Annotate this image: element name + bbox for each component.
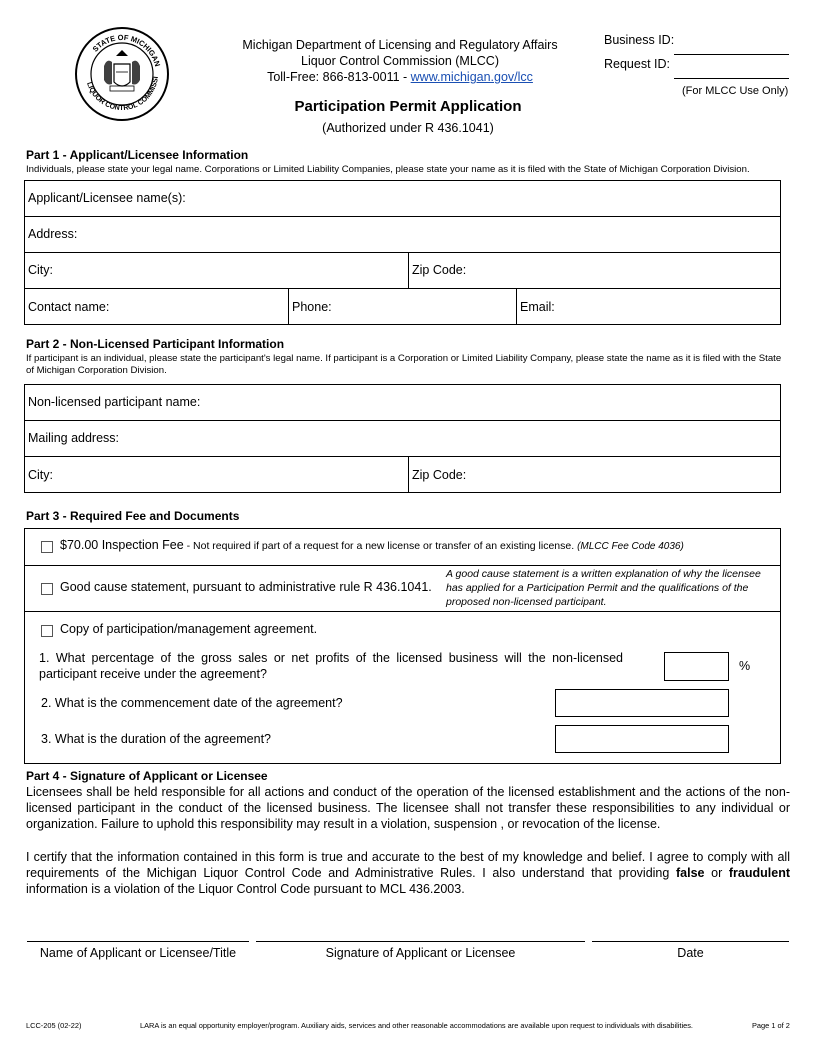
commencement-date-input[interactable]: [555, 689, 729, 717]
applicant-name-field[interactable]: [24, 180, 781, 216]
certification-text-1: I certify that the information contained in this form is true and accurate to the best of my knowledge and belief. I agree to comply with all requirements of the Michigan Liquor Control Code and Administrative Rules. I also understand that providing: [26, 850, 790, 880]
participant-name-field[interactable]: [24, 384, 781, 420]
business-id-field[interactable]: [674, 53, 789, 55]
participant-zip-label: Zip Code:: [412, 467, 467, 482]
fee-code: (MLCC Fee Code 4036): [577, 541, 684, 552]
contact-name-label: Contact name:: [28, 299, 110, 314]
percentage-input[interactable]: [664, 652, 729, 681]
part3-heading: Part 3 - Required Fee and Documents: [26, 509, 240, 523]
request-id-label: Request ID:: [604, 57, 671, 71]
participant-zip-field[interactable]: [408, 456, 781, 493]
part2-instructions: If participant is an individual, please state the participant's legal name. If participant is a Corporation or Limited Liability Company, please state the name as it is filed with the State of Michigan Corporation Division.: [26, 353, 782, 376]
zip-label: Zip Code:: [412, 263, 467, 277]
inspection-fee-checkbox[interactable]: [41, 541, 53, 553]
part2-heading: Part 2 - Non-Licensed Participant Information: [26, 337, 285, 351]
agreement-copy-checkbox[interactable]: [41, 625, 53, 637]
svg-text:STATE OF MICHIGAN: STATE OF MICHIGAN: [90, 32, 163, 68]
tollfree-number: Toll-Free: 866-813-0011 -: [267, 70, 411, 84]
participant-city-field[interactable]: [24, 456, 408, 493]
fraudulent-word: fraudulent: [728, 866, 790, 880]
page-number: Page 1 of 2: [752, 1021, 790, 1030]
form-title: Participation Permit Application: [294, 98, 522, 115]
inspection-fee-note: - Not required if part of a request for a new license or transfer of an existing license.: [183, 540, 578, 552]
zip-field[interactable]: [408, 252, 781, 288]
date-line[interactable]: [592, 941, 789, 942]
question-1: 1. What percentage of the gross sales or net profits of the licensed business will the non-licensed participant receive under the agreement?: [39, 651, 623, 681]
or-word: or: [704, 866, 729, 880]
website-link[interactable]: www.michigan.gov/lcc: [410, 70, 533, 84]
commission-seal: [74, 26, 170, 122]
address-label: Address:: [28, 227, 78, 241]
signature-line[interactable]: [256, 941, 585, 942]
name-title-line[interactable]: [27, 941, 249, 942]
mailing-address-label: Mailing address:: [28, 431, 120, 445]
question-3: 3. What is the duration of the agreement?: [41, 732, 271, 746]
phone-label: Phone:: [292, 299, 332, 314]
certification-statement: [26, 849, 790, 897]
contact-name-field[interactable]: [24, 288, 288, 325]
inspection-fee-label: $70.00 Inspection Fee: [60, 538, 184, 552]
good-cause-label: Good cause statement, pursuant to administrative rule R 436.1041.: [60, 580, 432, 594]
request-id-field[interactable]: [674, 77, 789, 79]
part1-instructions: Individuals, please state your legal name. Corporations or Limited Liability Companies, please state your name as it is filed with the State of Michigan Corporation Division.: [26, 164, 750, 175]
name-title-label: Name of Applicant or Licensee/Title: [39, 946, 237, 960]
agency-name: Michigan Department of Licensing and Regulatory Affairs: [242, 38, 558, 52]
signature-label: Signature of Applicant or Licensee: [325, 946, 516, 960]
city-label: City:: [28, 263, 53, 277]
form-id: LCC-205 (02-22): [26, 1021, 82, 1030]
responsibility-statement: Licensees shall be held responsible for all actions and conduct of the operation of the licensed establishment and the actions of the non-licensed participant in the conduct of the licensed business. The licensee shall not transfer these responsibilities to any individual or organization. Failure to uphold this responsibility may result in a violation, suspension , or revocation of the license.: [26, 785, 790, 831]
participant-name-label: Non-licensed participant name:: [28, 395, 201, 409]
business-id-label: Business ID:: [604, 33, 675, 47]
part1-heading: Part 1 - Applicant/Licensee Information: [26, 148, 249, 162]
duration-input[interactable]: [555, 725, 729, 753]
participant-city-label: City:: [28, 467, 53, 482]
applicant-name-label: Applicant/Licensee name(s):: [28, 191, 186, 205]
mailing-address-field[interactable]: [24, 420, 781, 456]
email-label: Email:: [520, 299, 555, 314]
mlcc-use-note: (For MLCC Use Only): [682, 85, 789, 97]
question-2: 2. What is the commencement date of the agreement?: [41, 696, 343, 710]
good-cause-checkbox[interactable]: [41, 583, 53, 595]
svg-text:LIQUOR CONTROL COMMISSION: LIQUOR CONTROL COMMISSI: [85, 76, 160, 113]
agreement-copy-label: Copy of participation/management agreement.: [60, 622, 318, 636]
false-word: false: [675, 866, 705, 880]
commission-name: Liquor Control Commission (MLCC): [301, 54, 499, 68]
inspection-fee-row: [60, 538, 684, 552]
part4-heading: Part 4 - Signature of Applicant or Licensee: [26, 769, 268, 783]
equal-opportunity-notice: LARA is an equal opportunity employer/program. Auxiliary aids, services and other reasonable accommodations are available upon request to individuals with disabilities.: [140, 1021, 693, 1030]
address-field[interactable]: [24, 216, 781, 252]
city-field[interactable]: [24, 252, 408, 288]
contact-line: [200, 69, 600, 85]
certification-text-2: information is a violation of the Liquor Control Code pursuant to MCL 436.2003.: [26, 882, 465, 896]
phone-field[interactable]: [288, 288, 516, 325]
percent-sign: %: [739, 659, 751, 673]
email-field[interactable]: [516, 288, 781, 325]
date-label: Date: [677, 946, 704, 960]
good-cause-note: A good cause statement is a written explanation of why the licensee has applied for a Participation Permit and the qualifications of the proposed non-licensed participant.: [446, 568, 761, 608]
form-subtitle: (Authorized under R 436.1041): [322, 121, 494, 135]
